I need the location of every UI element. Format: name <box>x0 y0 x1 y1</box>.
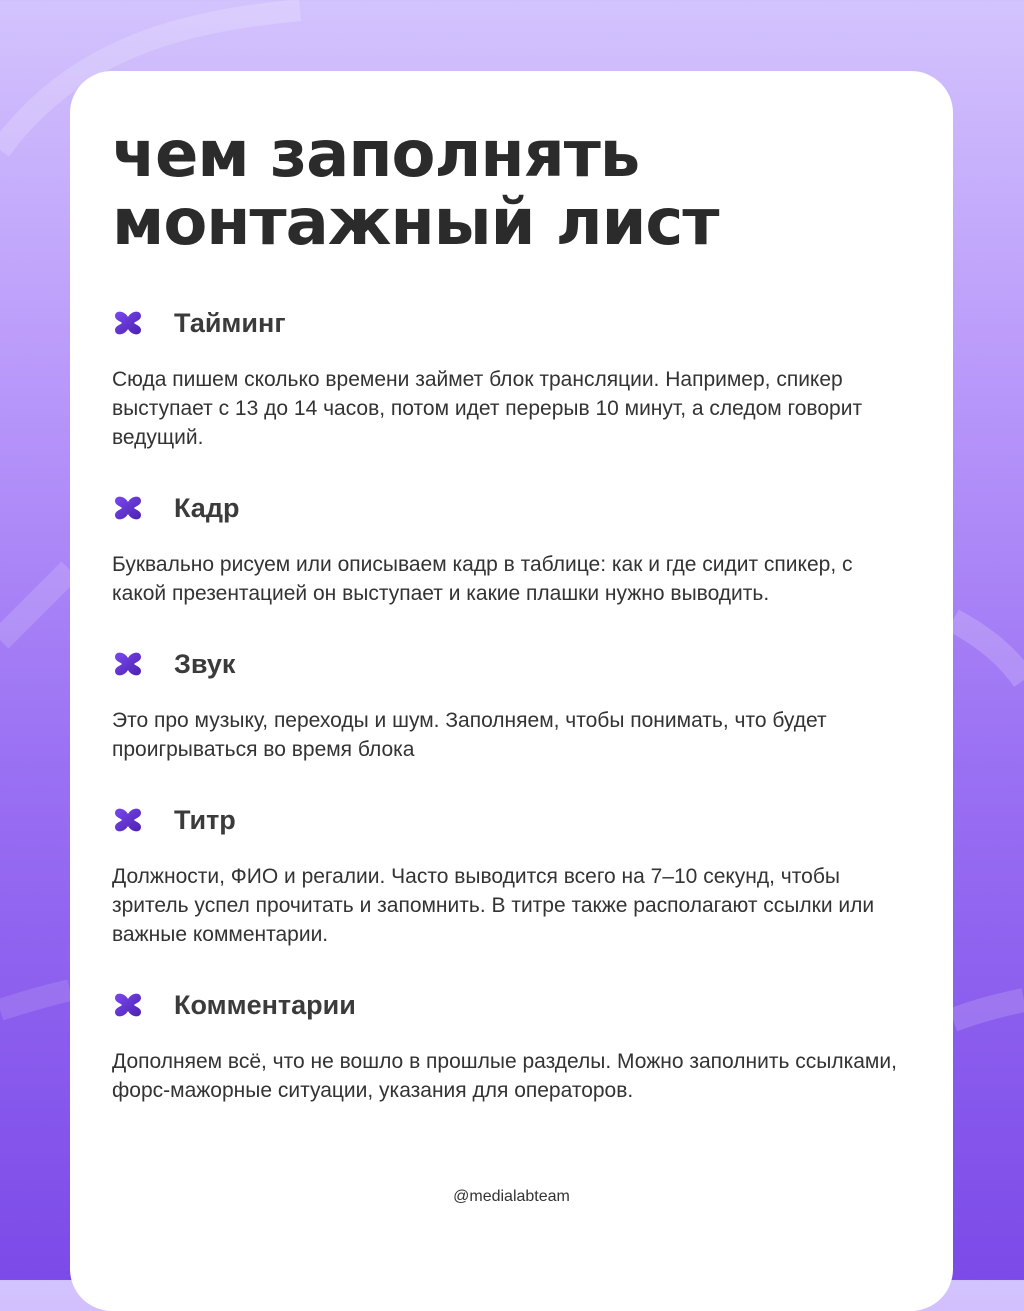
section-title: Тайминг <box>174 307 286 338</box>
section-text: Дополняем всё, что не вошло в прошлые разделы. Можно заполнить ссылками, форс-мажорные ситуации, указания для операторов. <box>112 1050 897 1102</box>
section-text: Это про музыку, переходы и шум. Заполняем, чтобы понимать, что будет проигрываться во время блока <box>112 709 827 761</box>
purple-cross-icon <box>112 989 144 1021</box>
section-timing <box>112 307 913 452</box>
page-title: чем заполнять монтажный лист <box>112 118 719 260</box>
section-title: Звук <box>174 648 236 679</box>
footer-handle: @medialabteam <box>453 1188 570 1205</box>
purple-cross-icon <box>112 804 144 836</box>
section-sound <box>112 648 913 764</box>
purple-cross-icon <box>112 648 144 680</box>
purple-cross-icon <box>112 492 144 524</box>
section-text: Буквально рисуем или описываем кадр в таблице: как и где сидит спикер, с какой презентацией он выступает и какие плашки нужно выводить. <box>112 553 853 605</box>
section-header <box>112 648 913 680</box>
purple-cross-icon <box>112 307 144 339</box>
section-header <box>112 492 913 524</box>
section-title: Титр <box>174 804 236 835</box>
section-title: Кадр <box>174 492 240 523</box>
section-header <box>112 307 913 339</box>
content-card <box>70 71 953 1311</box>
section-list <box>112 307 913 1105</box>
section-text: Сюда пишем сколько времени займет блок трансляции. Например, спикер выступает с 13 до 14 часов, потом идет перерыв 10 минут, а следом говорит ведущий. <box>112 368 863 449</box>
section-frame <box>112 492 913 608</box>
section-header <box>112 804 913 836</box>
section-caption <box>112 804 913 949</box>
section-header <box>112 989 913 1021</box>
section-title: Комментарии <box>174 989 356 1020</box>
section-comments <box>112 989 913 1105</box>
section-text: Должности, ФИО и регалии. Часто выводится всего на 7–10 секунд, чтобы зритель успел прочитать и запомнить. В титре также располагают ссылки или важные комментарии. <box>112 865 875 946</box>
